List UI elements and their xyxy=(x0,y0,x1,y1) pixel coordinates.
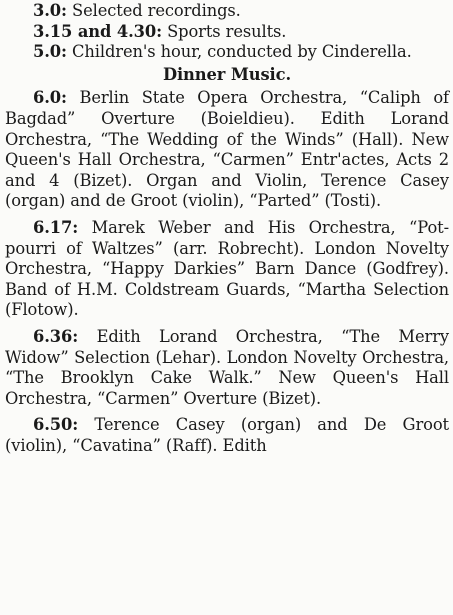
entry-text: Edith Lorand Orchestra, “The Merry Widow” Selection (Lehar). London Novelty Orchestra, “The Brooklyn Cake Walk.” New Queen's Hall Orchestra, “Carmen” Overture (Bizet). xyxy=(5,326,449,408)
entry-text: Marek Weber and His Orchestra, “Pot-pourri of Waltzes” (arr. Robrecht). London Novelty Orchestra, “Happy Darkies” Barn Dance (Godfrey). Band of H.M. Coldstream Guards, “Martha Selection (Flotow). xyxy=(5,217,449,320)
listing-entry xyxy=(5,218,449,321)
entry-time: 6.17: xyxy=(33,217,79,237)
entry-text: Sports results. xyxy=(162,21,287,41)
listing-entry xyxy=(5,1,449,22)
entry-time: 6.36: xyxy=(33,326,79,346)
entry-text: Terence Casey (organ) and De Groot (violin), “Cavatina” (Raff). Edith xyxy=(5,415,449,455)
entry-time: 5.0: xyxy=(33,42,67,62)
entry-text: Children's hour, conducted by Cinderella. xyxy=(66,42,412,62)
entry-time: 6.50: xyxy=(33,415,79,435)
listing-entry xyxy=(5,327,449,409)
listing-entry xyxy=(5,415,449,456)
listing-entry xyxy=(5,88,449,212)
listing-entry xyxy=(5,22,449,43)
section-heading: Dinner Music. xyxy=(162,64,292,84)
entry-time: 6.0: xyxy=(33,88,67,108)
entry-text: Berlin State Opera Orchestra, “Caliph of Bagdad” Overture (Boieldieu). Edith Lorand Orchestra, “The Wedding of the Winds” (Hall). New Queen's Hall Orchestra, “Carmen” Entr'actes, Acts 2 and 4 (Bizet). Organ and Violin, Terence Casey (organ) and de Groot (violin), “Parted” (Tosti). xyxy=(5,88,449,211)
listing-entry xyxy=(5,42,449,63)
program-listing-column xyxy=(5,1,449,456)
entry-text: Selected recordings. xyxy=(66,1,241,20)
entry-time: 3.0: xyxy=(33,1,67,20)
entry-time: 3.15 and 4.30: xyxy=(33,21,163,41)
